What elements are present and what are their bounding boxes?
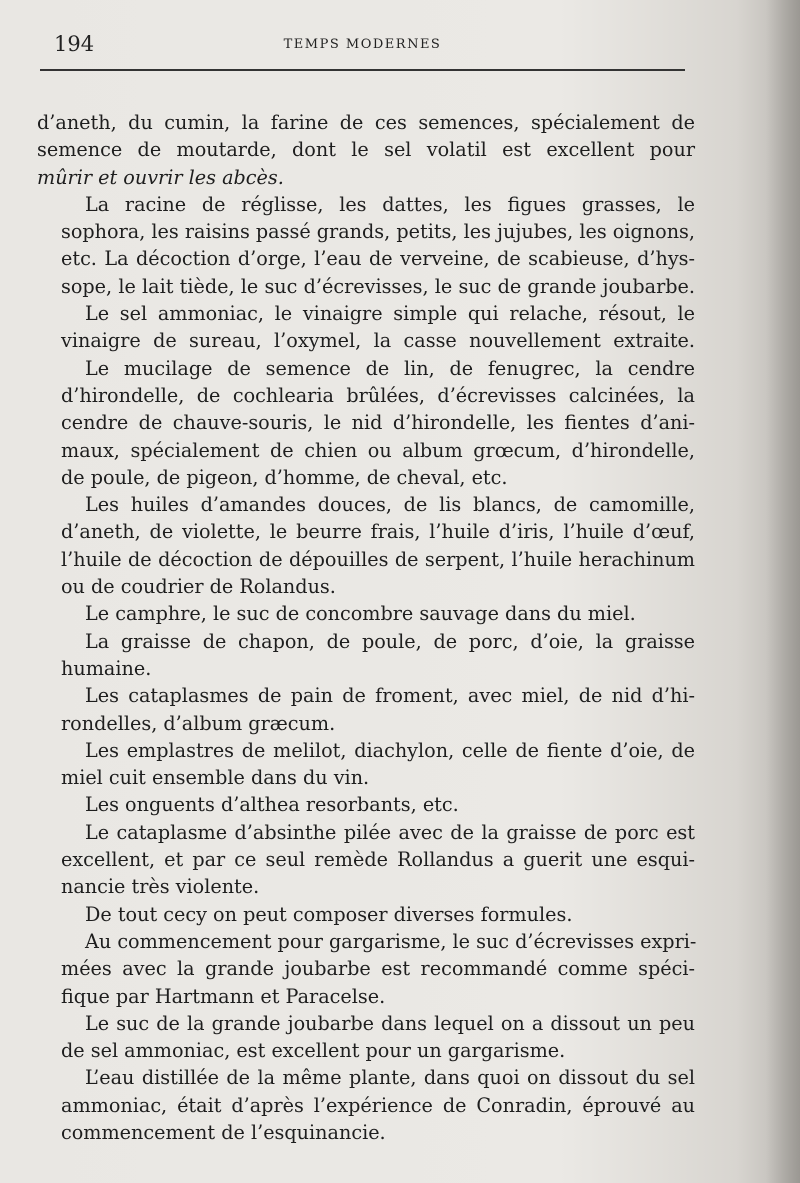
text-line: ou de coudrier de Rolandus. [61,575,336,599]
text-line: Le sel ammoniac, le vinaigre simple qui relache, résout, le [85,302,695,326]
text-line: de sel ammoniac, est excellent pour un gargarisme. [61,1039,566,1063]
text-line: Le cataplasme d’absinthe pilée avec de la graisse de porc est [85,820,695,844]
text-line: d’aneth, de violette, le beurre frais, l’huile d’iris, l’huile d’œuf, [61,520,695,544]
text-line: vinaigre de sureau, l’oxymel, la casse nouvellement extraite. [61,329,695,353]
paragraph [37,901,695,928]
header-rule [40,69,685,71]
paragraph [37,1010,695,1065]
paragraph [37,600,695,627]
text-line: commencement de l’esquinancie. [61,1120,386,1144]
text-line: fique par Hartmann et Paracelse. [61,984,386,1008]
paragraph [37,300,695,355]
text-line: L’eau distillée de la même plante, dans quoi on dissout du sel [85,1066,695,1090]
text-line: etc. La décoction d’orge, l’eau de verveine, de scabieuse, d’hys- [61,247,695,271]
text-line: Les huiles d’amandes douces, de lis blancs, de camomille, [85,493,695,517]
paragraph [37,191,695,300]
text-line: De tout cecy on peut composer diverses formules. [85,902,573,926]
text-line: cendre de chauve-souris, le nid d’hirondelle, les fientes d’ani- [61,411,695,435]
text-line: nancie très violente. [61,875,260,899]
text-line: d’hirondelle, de cochlearia brûlées, d’écrevisses calcinées, la [61,383,695,407]
text-line: La racine de réglisse, les dattes, les figues grasses, le [85,192,695,216]
text-line: l’huile de décoction de dépouilles de serpent, l’huile herachinum [61,547,695,571]
page-number: 194 [54,32,95,56]
text-line: ammoniac, était d’après l’expérience de Conradin, éprouvé au [61,1093,695,1117]
text-line: Le suc de la grande joubarbe dans lequel on a dissout un peu [85,1011,695,1035]
text-line: semence de moutarde, dont le sel volatil est excellent pour [37,138,695,162]
paragraph [37,109,695,191]
text-line: humaine. [61,656,152,680]
paragraph [37,682,695,737]
paragraph [37,819,695,901]
running-title: TEMPS MODERNES [283,37,442,52]
paragraph [37,628,695,683]
running-head [40,30,685,60]
text-line-italic [37,164,695,191]
body-text [37,109,695,1146]
text-line: sophora, les raisins passé grands, petits, les jujubes, les oignons, [61,220,695,244]
text-line: Les emplastres de melilot, diachylon, celle de fiente d’oie, de [85,738,695,762]
paragraph [37,791,695,818]
text-line: d’aneth, du cumin, la farine de ces semences, spécialement de [37,111,695,134]
text-line: Le camphre, le suc de concombre sauvage dans du miel. [85,602,636,626]
text-line: Au commencement pour gargarisme, le suc d’écrevisses expri- [85,929,697,953]
text-line: sope, le lait tiède, le suc d’écrevisses, le suc de grande joubarbe. [61,274,695,298]
text-line: Le mucilage de semence de lin, de fenugrec, la cendre [85,356,695,380]
binding-shadow [766,0,800,1183]
paragraph [37,928,695,1010]
paragraph [37,491,695,600]
text-line: miel cuit ensemble dans du vin. [61,766,370,790]
text-line: La graisse de chapon, de poule, de porc, d’oie, la graisse [85,629,695,653]
paragraph [37,355,695,491]
text-line: excellent, et par ce seul remède Rollandus a guerit une esqui- [61,848,695,872]
italic-text: mûrir et ouvrir les abcès. [37,165,284,189]
text-line: rondelles, d’album græcum. [61,711,336,735]
paragraph [37,1064,695,1146]
text-line: mées avec la grande joubarbe est recommandé comme spéci- [61,957,695,981]
text-line: Les onguents d’althea resorbants, etc. [85,793,459,817]
text-line: de poule, de pigeon, d’homme, de cheval, etc. [61,465,508,489]
text-line: maux, spécialement de chien ou album grœcum, d’hirondelle, [61,438,695,462]
text-line: Les cataplasmes de pain de froment, avec miel, de nid d’hi- [85,684,695,708]
paragraph [37,737,695,792]
